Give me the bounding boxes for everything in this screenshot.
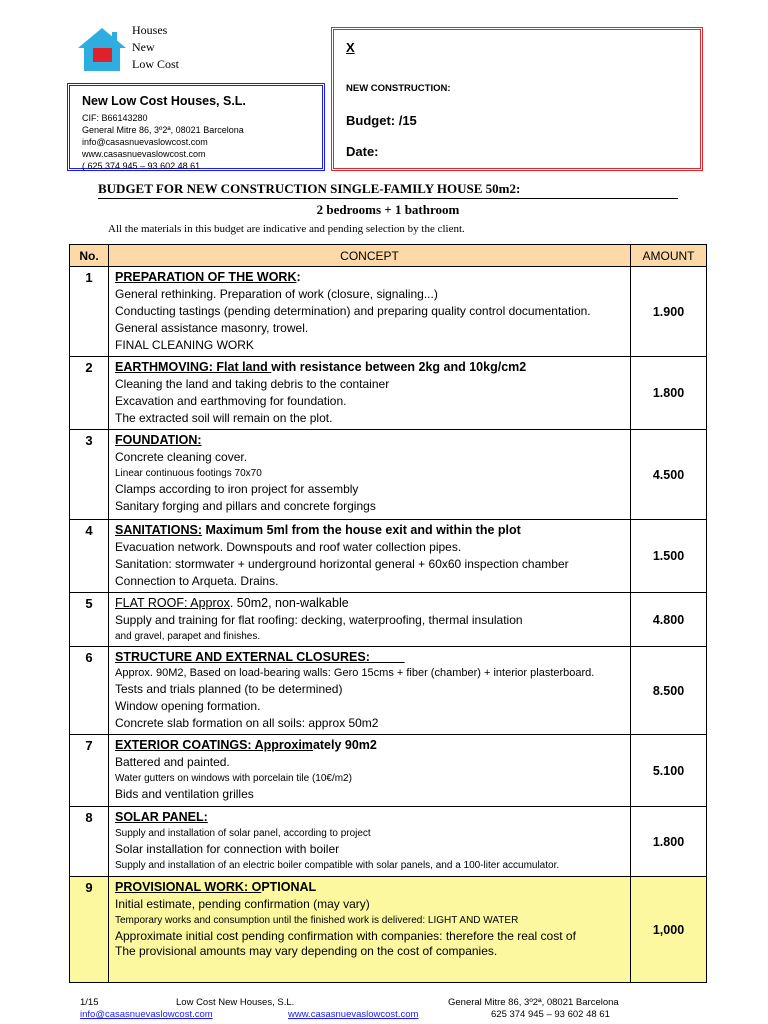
table-row xyxy=(70,647,707,735)
concept-line: Sanitary forging and pillars and concrete forgings xyxy=(115,499,376,513)
row-number: 3 xyxy=(70,430,109,520)
concept-line: The provisional amounts may vary depending on the cost of companies. xyxy=(115,944,498,958)
row-amount: 1.800 xyxy=(631,807,707,877)
project-date: Date: xyxy=(346,144,379,159)
concept-heading-underlined: PREPARATION OF THE WORK xyxy=(115,270,297,284)
footer-web-link[interactable]: www.casasnuevaslowcost.com xyxy=(288,1009,419,1020)
row-amount: 5.100 xyxy=(631,735,707,807)
document-subtitle: 2 bedrooms + 1 bathroom xyxy=(316,202,460,217)
company-name: New Low Cost Houses, S.L. xyxy=(82,94,246,108)
row-concept xyxy=(109,593,631,647)
concept-heading-rest: : xyxy=(296,270,301,284)
concept-heading xyxy=(115,432,624,449)
row-number: 5 xyxy=(70,593,109,647)
materials-note: All the materials in this budget are indicative and pending selection by the client. xyxy=(108,223,465,235)
concept-line: Linear continuous footings 70x70 xyxy=(115,468,262,479)
table-row xyxy=(70,735,707,807)
logo-line: New xyxy=(132,40,155,54)
row-concept xyxy=(109,877,631,983)
concept-heading-rest: Maximum 5ml from the house exit and within the plot xyxy=(202,523,521,537)
concept-line: Battered and painted. xyxy=(115,755,230,769)
concept-line: Water gutters on windows with porcelain tile (10€/m2) xyxy=(115,773,352,784)
header-no: No. xyxy=(70,245,109,267)
table-row xyxy=(70,357,707,430)
concept-heading-underlined: SOLAR PANEL: xyxy=(115,810,208,824)
row-number: 7 xyxy=(70,735,109,807)
table-row xyxy=(70,267,707,357)
concept-line: Temporary works and consumption until the finished work is delivered: LIGHT AND WATER xyxy=(115,915,519,926)
header-amount: AMOUNT xyxy=(631,245,707,267)
row-amount: 1,000 xyxy=(631,877,707,983)
concept-line: Tests and trials planned (to be determined) xyxy=(115,682,343,696)
footer-page-number: 1/15 xyxy=(80,997,99,1008)
concept-line: Concrete cleaning cover. xyxy=(115,450,248,464)
row-number: 4 xyxy=(70,520,109,593)
concept-line: Clamps according to iron project for assembly xyxy=(115,482,359,496)
concept-heading-underlined: FLAT ROOF: Approx xyxy=(115,596,230,610)
concept-heading-rest: with resistance between 2kg and 10kg/cm2 xyxy=(271,360,527,374)
row-concept xyxy=(109,430,631,520)
logo-line: Low Cost xyxy=(132,57,180,71)
project-info-box xyxy=(331,27,703,171)
table-row xyxy=(70,593,707,647)
company-cif: CIF: B66143280 xyxy=(82,113,148,123)
concept-heading xyxy=(115,269,624,286)
company-web[interactable]: www.casasnuevaslowcost.com xyxy=(82,149,206,159)
concept-line: Solar installation for connection with boiler xyxy=(115,842,340,856)
company-phone: ( 625 374 945 – 93 602 48 61 xyxy=(82,161,201,171)
concept-line: Concrete slab formation on all soils: approx 50m2 xyxy=(115,716,379,730)
concept-heading-underlined: STRUCTURE AND EXTERNAL CLOSURES: xyxy=(115,650,405,664)
concept-line: Window opening formation. xyxy=(115,699,261,713)
row-number: 1 xyxy=(70,267,109,357)
concept-line: General rethinking. Preparation of work (closure, signaling...) xyxy=(115,287,438,301)
row-number: 8 xyxy=(70,807,109,877)
row-amount: 1.800 xyxy=(631,357,707,430)
footer-address: General Mitre 86, 3º2ª, 08021 Barcelona xyxy=(448,997,619,1008)
project-client-mark: X xyxy=(346,40,355,55)
concept-heading xyxy=(115,879,624,896)
budget-table xyxy=(69,244,707,983)
concept-heading xyxy=(115,649,624,666)
concept-heading-underlined: EXTERIOR COATINGS: Approxim xyxy=(115,738,313,752)
footer-email-link[interactable]: info@casasnuevaslowcost.com xyxy=(80,1009,213,1020)
concept-heading-underlined: PROVISIONAL WORK: O xyxy=(115,880,262,894)
concept-line: Bids and ventilation grilles xyxy=(115,787,254,801)
row-amount: 1.500 xyxy=(631,520,707,593)
concept-line: Approximate initial cost pending confirmation with companies: therefore the real cost of xyxy=(115,929,576,943)
concept-line: Supply and installation of an electric boiler compatible with solar panels, and a 100-liter accumulator. xyxy=(115,860,560,871)
row-number: 9 xyxy=(70,877,109,983)
concept-heading-underlined: EARTHMOVING: Flat land xyxy=(115,360,272,374)
concept-line: Conducting tastings (pending determination) and preparing quality control documentation. xyxy=(115,304,591,318)
project-type-label: NEW CONSTRUCTION: xyxy=(346,83,451,94)
concept-heading xyxy=(115,809,624,826)
concept-heading-rest: ately 90m2 xyxy=(312,738,377,752)
row-concept xyxy=(109,520,631,593)
concept-line: Sanitation: stormwater + underground horizontal general + 60x60 inspection chamber xyxy=(115,557,569,571)
concept-line: Evacuation network. Downspouts and roof water collection pipes. xyxy=(115,540,462,554)
concept-heading-rest: . 50m2, non-walkable xyxy=(229,596,349,610)
concept-line: FINAL CLEANING WORK xyxy=(115,338,254,352)
row-number: 2 xyxy=(70,357,109,430)
concept-line: General assistance masonry, trowel. xyxy=(115,321,309,335)
concept-line: Approx. 90M2, Based on load-bearing walls: Gero 15cms + fiber (chamber) + interior plasterboard. xyxy=(115,667,595,679)
row-amount: 4.800 xyxy=(631,593,707,647)
row-amount: 8.500 xyxy=(631,647,707,735)
logo-text xyxy=(132,22,179,73)
project-budget-number: Budget: /15 xyxy=(346,113,417,128)
row-concept xyxy=(109,357,631,430)
concept-line: Connection to Arqueta. Drains. xyxy=(115,574,279,588)
row-number: 6 xyxy=(70,647,109,735)
budget-table-body xyxy=(70,267,707,983)
concept-heading-underlined: FOUNDATION: xyxy=(115,433,202,447)
concept-heading-underlined: SANITATIONS: xyxy=(115,523,203,537)
document-title: BUDGET FOR NEW CONSTRUCTION SINGLE-FAMILY HOUSE 50m2: xyxy=(98,181,678,199)
logo-line: Houses xyxy=(132,23,168,37)
concept-line: Cleaning the land and taking debris to the container xyxy=(115,377,390,391)
table-row xyxy=(70,877,707,983)
concept-line: The extracted soil will remain on the plot. xyxy=(115,411,333,425)
table-row xyxy=(70,807,707,877)
concept-heading xyxy=(115,595,624,612)
company-email[interactable]: info@casasnuevaslowcost.com xyxy=(82,137,208,147)
table-header-row xyxy=(70,245,707,267)
concept-line: and gravel, parapet and finishes. xyxy=(115,631,261,642)
company-info-box xyxy=(67,83,325,171)
row-concept xyxy=(109,735,631,807)
concept-heading xyxy=(115,522,624,539)
house-logo-icon xyxy=(76,24,128,74)
footer-company: Low Cost New Houses, S.L. xyxy=(176,997,295,1008)
table-row xyxy=(70,520,707,593)
concept-line: Initial estimate, pending confirmation (may vary) xyxy=(115,897,370,911)
table-row xyxy=(70,430,707,520)
concept-heading xyxy=(115,737,624,754)
concept-line: Excavation and earthmoving for foundation. xyxy=(115,394,347,408)
row-concept xyxy=(109,267,631,357)
row-amount: 4.500 xyxy=(631,430,707,520)
concept-line: Supply and training for flat roofing: decking, waterproofing, thermal insulation xyxy=(115,613,523,627)
concept-line: Supply and installation of solar panel, according to project xyxy=(115,828,371,839)
concept-heading xyxy=(115,359,624,376)
header-concept: CONCEPT xyxy=(109,245,631,267)
footer-phone: 625 374 945 – 93 602 48 61 xyxy=(491,1009,610,1020)
row-concept xyxy=(109,647,631,735)
row-concept xyxy=(109,807,631,877)
company-address: General Mitre 86, 3º2ª, 08021 Barcelona xyxy=(82,125,244,135)
concept-heading-rest: PTIONAL xyxy=(261,880,317,894)
row-amount: 1.900 xyxy=(631,267,707,357)
